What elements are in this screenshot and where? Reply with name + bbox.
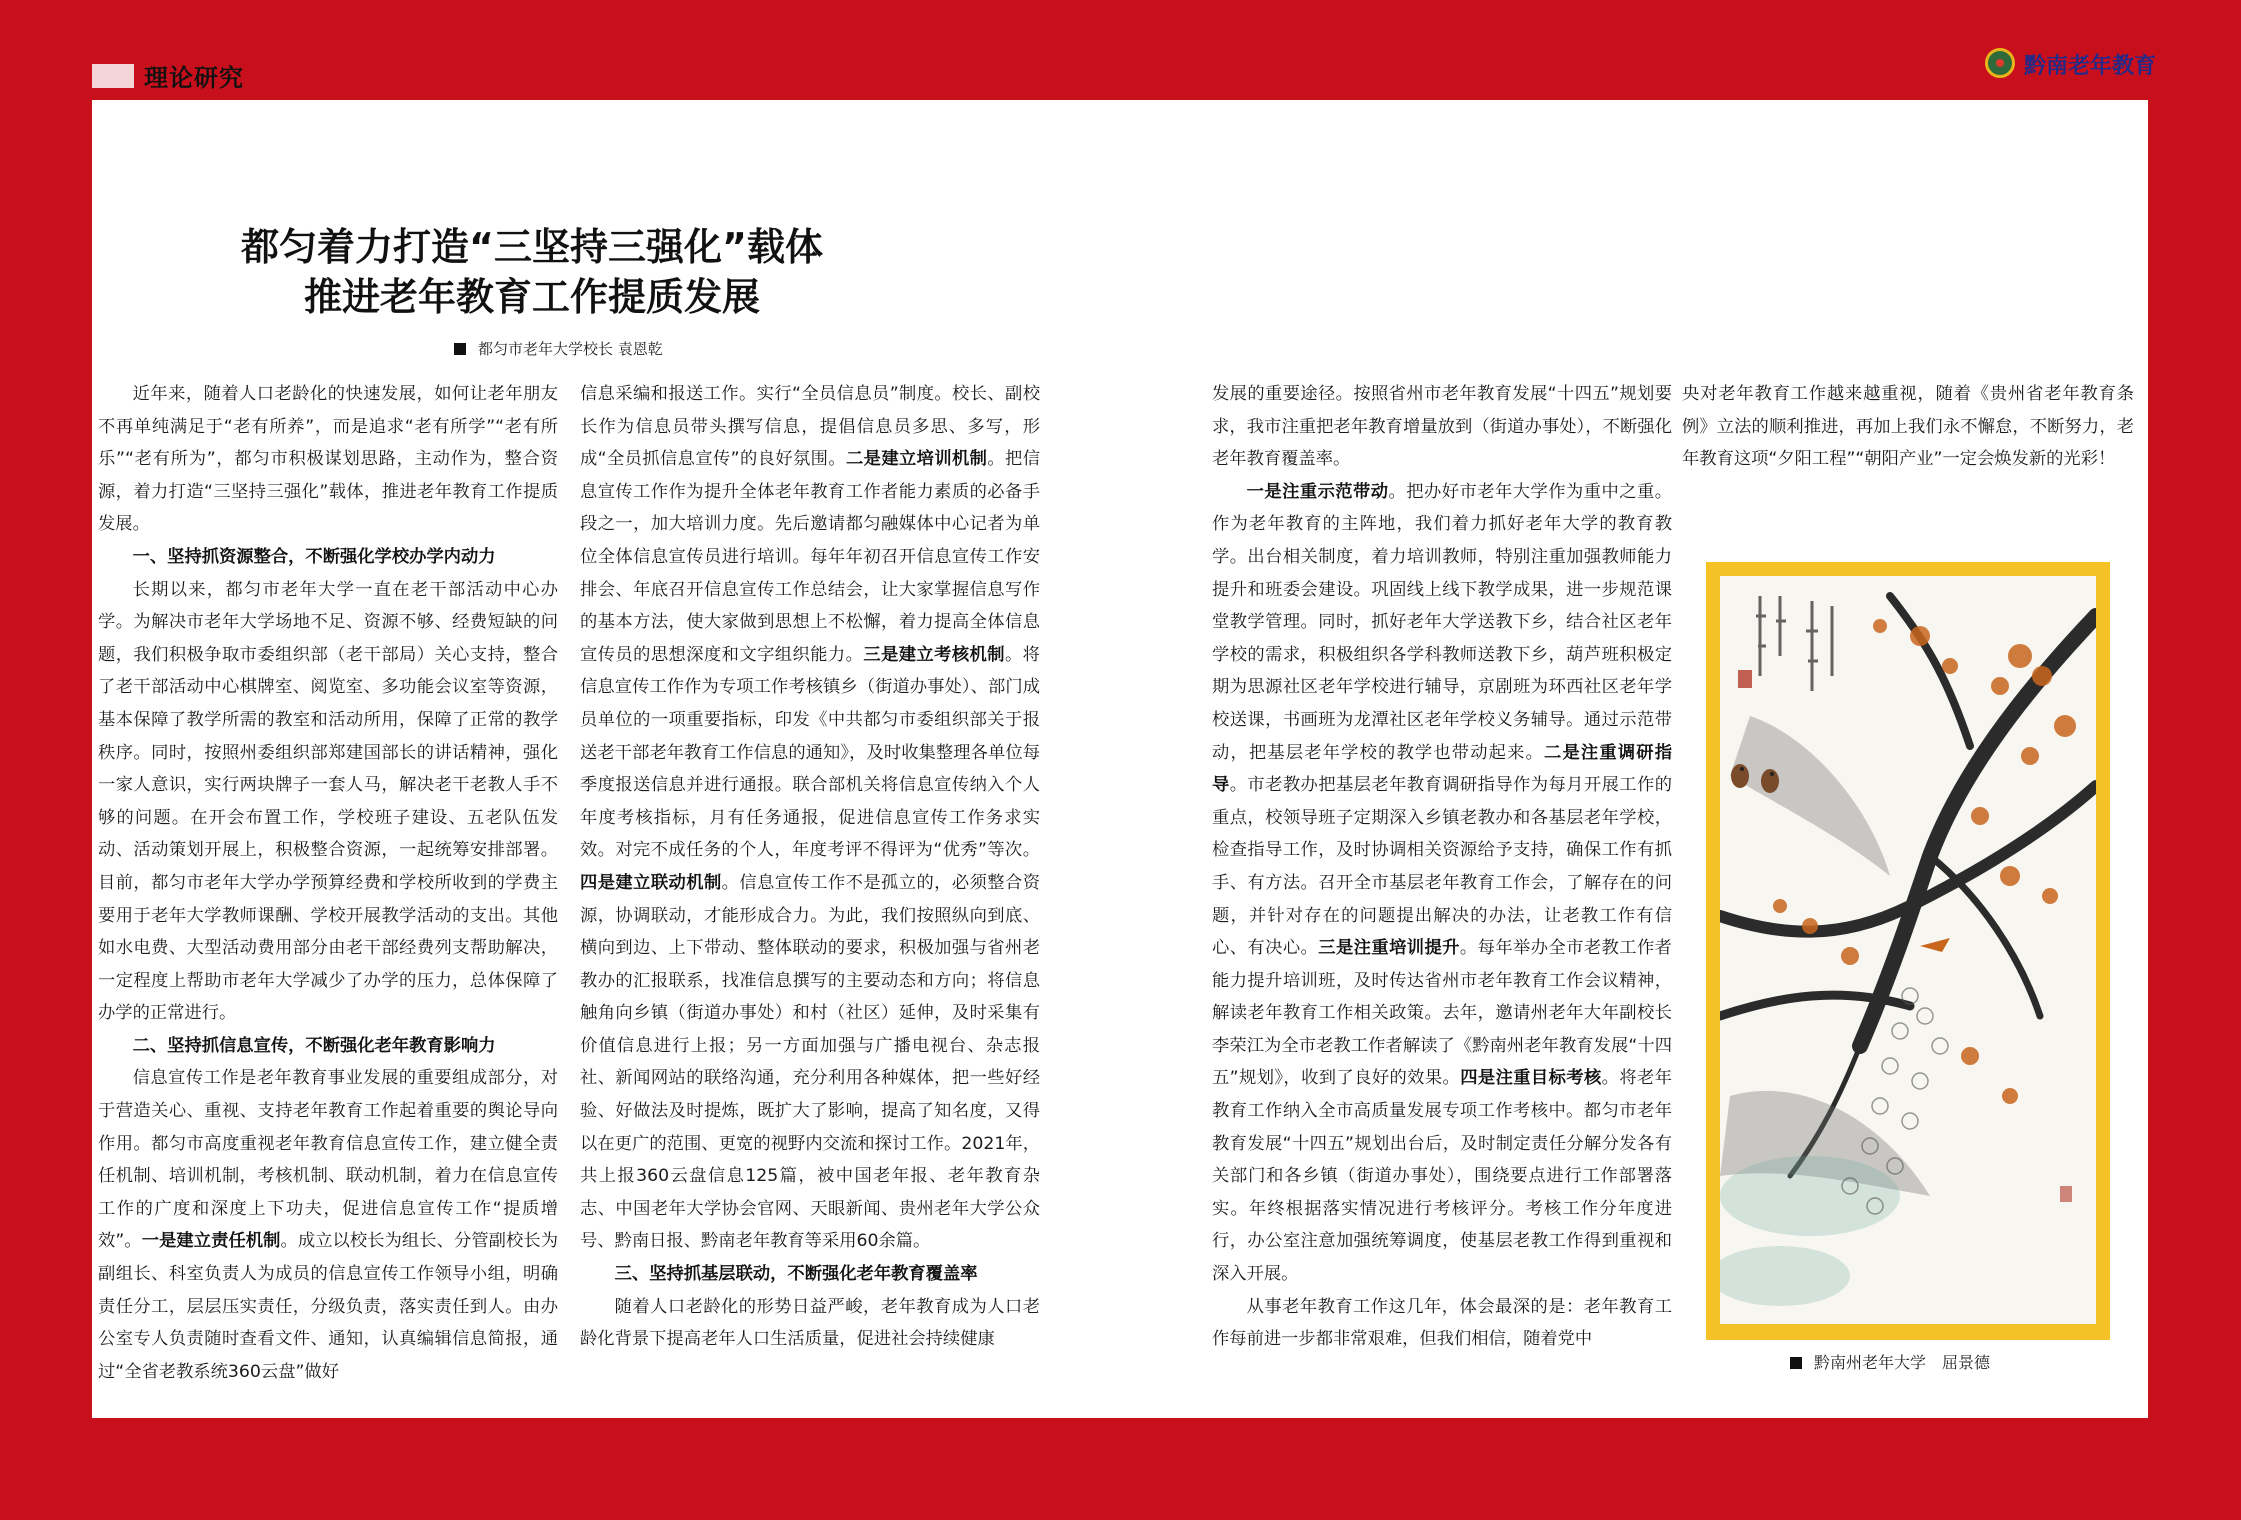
figure-caption: [1790, 1350, 1990, 1373]
article-page: [92, 100, 2148, 1418]
byline: [454, 338, 663, 359]
bullet-square-icon: [1790, 1357, 1802, 1369]
bold-lead: 三是建立考核机制: [863, 644, 1005, 665]
bullet-square-icon: [454, 343, 466, 355]
text-run: 信息采编和报送工作。实行“全员信息员”制度。校长、副校长作为信息员带头撰写信息，提倡信息员多思、多写，形成“全员抓信息宣传”的良好氛围。: [580, 384, 1040, 470]
ink-painting: [1720, 576, 2096, 1324]
section-tag-marker: [92, 64, 134, 88]
article-title: [232, 222, 832, 322]
bold-lead: 二是注重调研指导: [1212, 742, 1672, 796]
bold-lead: 四是建立联动机制: [580, 872, 722, 893]
text-run: 。将信息宣传工作作为专项工作考核镇乡（街道办事处）、部门成员单位的一项重要指标，印发《中共都匀市委组织部关于报送老干部老年教育工作信息的通知》，及时收集整理各单位每季度报送信息并进行通报。联合部机关将信息宣传纳入个人年度考核指标，月有任务通报，促进信息宣传工作务求实效。对完不成任务的个人，年度考评不得评为“优秀”等次。: [580, 644, 1040, 861]
magazine-logo-icon: [1985, 48, 2015, 78]
bold-lead: 三是注重培训提升: [1318, 938, 1460, 959]
text-column-1: [98, 378, 558, 1388]
bold-lead: 二是建立培训机制: [846, 449, 988, 470]
text-run: 。每年举办全市老教工作者能力提升培训班，及时传达省州市老年教育工作会议精神，解读老年教育工作相关政策。去年，邀请州老年大年副校长李荣江为全市老教工作者解读了《黔南州老年教育发展“十四五”规划》，收到了良好的效果。: [1212, 938, 1672, 1089]
caption-text: 黔南州老年大学 屈景德: [1814, 1353, 1991, 1372]
paragraph: [580, 378, 1040, 1258]
section-heading-2: 二、坚持抓信息宣传，不断强化老年教育影响力: [132, 1035, 496, 1056]
title-line-2: 推进老年教育工作提质发展: [303, 275, 760, 319]
byline-text: 都匀市老年大学校长 袁恩乾: [478, 340, 663, 358]
text-run: 信息宣传工作是老年教育事业发展的重要组成部分，对于营造关心、重视、支持老年教育工作起着重要的舆论导向作用。都匀市高度重视老年教育信息宣传工作，建立健全责任机制、培训机制，考核机制、联动机制，着力在信息宣传工作的广度和深度上下功夫，促进信息宣传工作“提质增效”。: [98, 1068, 558, 1252]
paragraph: 央对老年教育工作越来越重视，随着《贵州省老年教育条例》立法的顺利推进，再加上我们永不懈怠，不断努力，老年教育这项“夕阳工程”“朝阳产业”一定会焕发新的光彩！: [1682, 384, 2134, 470]
painting-frame: [1706, 562, 2110, 1340]
section-heading-3: 三、坚持抓基层联动，不断强化老年教育覆盖率: [614, 1264, 978, 1285]
paragraph: 随着人口老龄化的形势日益严峻，老年教育成为人口老龄化背景下提高老年人口生活质量，促进社会持续健康: [580, 1296, 1040, 1350]
bold-lead: 一是注重示范带动: [1246, 481, 1389, 502]
section-heading-1: 一、坚持抓资源整合，不断强化学校办学内动力: [132, 546, 496, 567]
paragraph: [98, 1062, 558, 1388]
ink-painting-illustration: [1720, 576, 2096, 1324]
paragraph: [1212, 476, 1672, 1291]
text-run: 。把办好市老年大学作为重中之重。作为老年教育的主阵地，我们着力抓好老年大学的教育教学。出台相关制度，着力培训教师，特别注重加强教师能力提升和班委会建设。巩固线上线下教学成果，进一步规范课堂教学管理。同时，抓好老年大学送教下乡，结合社区老年学校的需求，积极组织各学科教师送教下乡，葫芦班积极定期为思源社区老年学校进行辅导，京剧班为环西社区老年学校送课，书画班为龙潭社区老年学校义务辅导。通过示范带动，把基层老年学校的教学也带动起来。: [1212, 481, 1672, 763]
text-run: 。成立以校长为组长、分管副校长为副组长、科室负责人为成员的信息宣传工作领导小组，明确责任分工，层层压实责任，分级负责，落实责任到人。由办公室专人负责随时查看文件、通知，认真编辑信息简报，通过“全省老教系统360云盘”做好: [98, 1231, 558, 1382]
bold-lead: 一是建立责任机制: [141, 1231, 281, 1252]
text-run: 。市老教办把基层老年教育调研指导作为每月开展工作的重点，校领导班子定期深入乡镇老教办和各基层老年学校，检查指导工作，及时协调相关资源给予支持，确保工作有抓手、有方法。召开全市基层老年教育工作会，了解存在的问题，并针对存在的问题提出解决的办法，让老教工作有信心、有决心。: [1212, 775, 1672, 959]
title-line-1: 都匀着力打造“三坚持三强化”载体: [241, 225, 823, 269]
bold-lead: 四是注重目标考核: [1460, 1068, 1602, 1089]
paragraph: 从事老年教育工作这几年，体会最深的是：老年教育工作每前进一步都非常艰难，但我们相信，随着党中: [1212, 1296, 1672, 1350]
paragraph: 近年来，随着人口老龄化的快速发展，如何让老年朋友不再单纯满足于“老有所养”，而是追求“老有所学”“老有所乐”“老有所为”，都匀市积极谋划思路，主动作为，整合资源，着力打造“三坚持三强化”载体，推进老年教育工作提质发展。: [98, 384, 558, 535]
text-column-2: [580, 378, 1040, 1356]
paragraph: 长期以来，都匀市老年大学一直在老干部活动中心办学。为解决市老年大学场地不足、资源不够、经费短缺的问题，我们积极争取市委组织部（老干部局）关心支持，整合了老干部活动中心棋牌室、阅览室、多功能会议室等资源，基本保障了教学所需的教室和活动所用，保障了正常的教学秩序。同时，按照州委组织部郑建国部长的讲话精神，强化一家人意识，实行两块牌子一套人马，解决老干老教人手不够的问题。在开会布置工作，学校班子建设、五老队伍发动、活动策划开展上，积极整合资源，一起统筹安排部署。目前，都匀市老年大学办学预算经费和学校所收到的学费主要用于老年大学教师课酬、学校开展教学活动的支出。其他如水电费、大型活动费用部分由老干部经费列支帮助解决，一定程度上帮助市老年大学减少了办学的压力，总体保障了办学的正常进行。: [98, 579, 558, 1024]
text-run: 。将老年教育工作纳入全市高质量发展专项工作考核中。都匀市老年教育发展“十四五”规划出台后，及时制定责任分解分发各有关部门和各乡镇（街道办事处），围绕要点进行工作部署落实。年终根据落实情况进行考核评分。考核工作分年度进行，办公室注意加强统筹调度，使基层老教工作得到重视和深入开展。: [1212, 1068, 1672, 1285]
text-column-3: [1212, 378, 1672, 1356]
magazine-name: 黔南老年教育: [2024, 54, 2157, 79]
text-run: 。把信息宣传工作作为提升全体老年教育工作者能力素质的必备手段之一，加大培训力度。先后邀请都匀融媒体中心记者为单位全体信息宣传员进行培训。每年年初召开信息宣传工作安排会、年底召开信息宣传工作总结会，让大家掌握信息写作的基本方法，使大家做到思想上不松懈，着力提高全体信息宣传员的思想深度和文字组织能力。: [580, 449, 1040, 665]
section-tag: 理论研究: [144, 64, 244, 92]
text-run: 。信息宣传工作不是孤立的，必须整合资源，协调联动，才能形成合力。为此，我们按照纵向到底、横向到边、上下带动、整体联动的要求，积极加强与省州老教办的汇报联系，找准信息撰写的主要动态和方向；将信息触角向乡镇（街道办事处）和村（社区）延伸，及时采集有价值信息进行上报；另一方面加强与广播电视台、杂志报社、新闻网站的联络沟通，充分利用各种媒体，把一些好经验、好做法及时提炼，既扩大了影响，提高了知名度，又得以在更广的范围、更宽的视野内交流和探讨工作。2021年，共上报360云盘信息125篇，被中国老年报、老年教育杂志、中国老年大学协会官网、天眼新闻、贵州老年大学公众号、黔南日报、黔南老年教育等采用60余篇。: [580, 872, 1040, 1252]
paragraph: 发展的重要途径。按照省州市老年教育发展“十四五”规划要求，我市注重把老年教育增量放到（街道办事处），不断强化老年教育覆盖率。: [1212, 384, 1672, 470]
text-column-4: [1682, 378, 2134, 476]
